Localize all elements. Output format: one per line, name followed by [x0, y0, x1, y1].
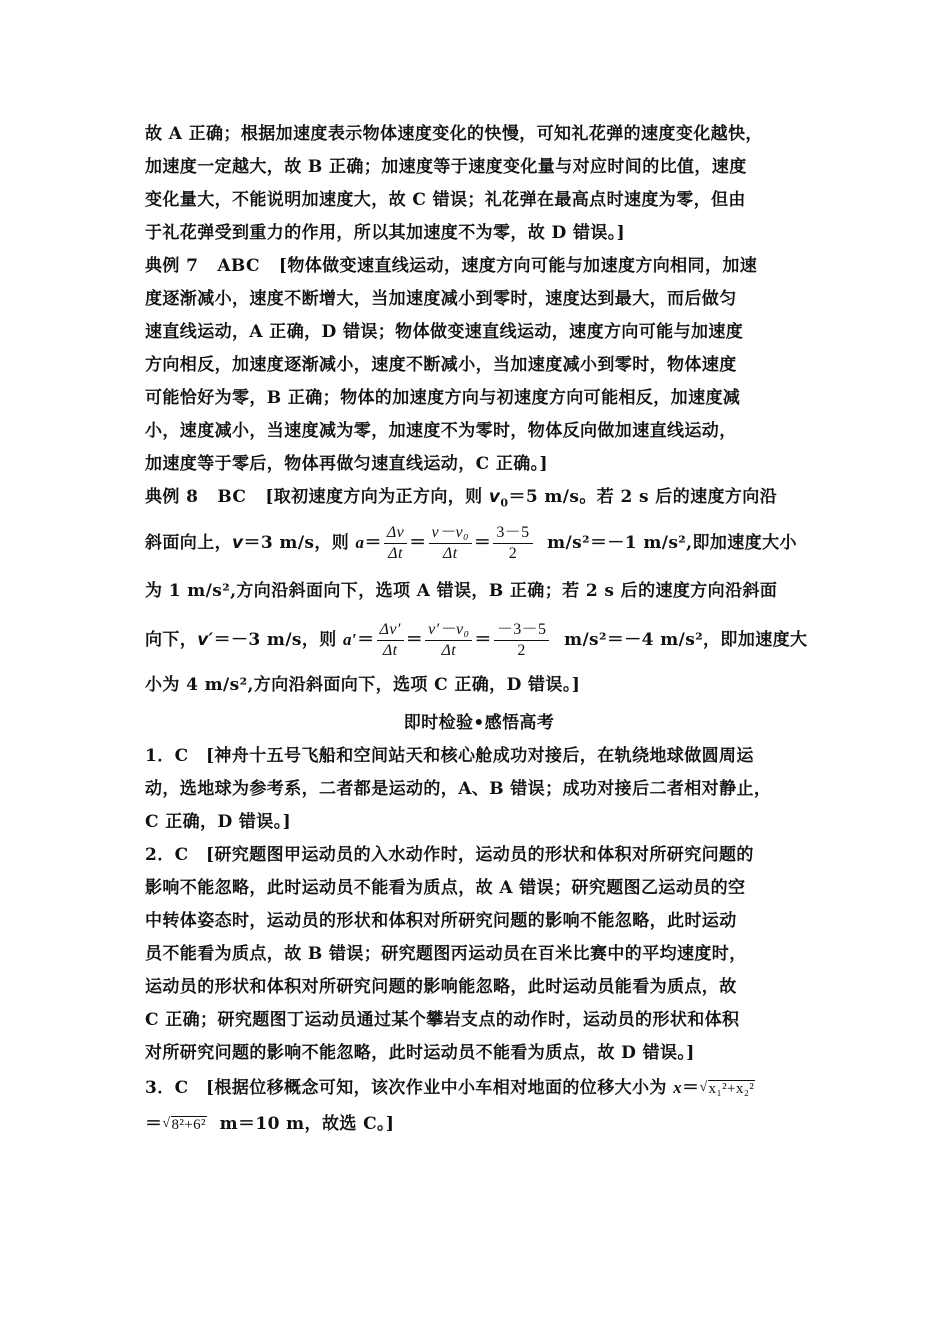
fraction-numerator: 3－5	[493, 524, 532, 544]
text-line: 小，速度减小，当速度减为零，加速度不为零时，物体反向做加速直线运动，	[145, 421, 737, 441]
math-line: 向下，v′＝－3 m/s，则 a′＝ $\frac{\Delta v'}{\Delta t}$ ＝ $\frac{\text{v′－v₀}}{\Delta t}$ ＝ $\frac{-3-5}{2}$ m/s²＝－4 m/s²，即加速度大	[145, 621, 808, 659]
example-8-answer: BC	[217, 487, 247, 507]
math-var: v	[232, 533, 244, 553]
text-line: 速直线运动，A 正确，D 错误；物体做变速直线运动，速度方向可能与加速度	[145, 322, 744, 342]
square-root: √8²+6²	[162, 1116, 206, 1133]
math-text: m＝10 m，故选 C。]	[219, 1114, 395, 1134]
document-page	[145, 118, 813, 1142]
text-line: 变化量大，不能说明加速度大，故 C 错误；礼花弹在最高点时速度为零，但由	[145, 190, 746, 210]
math-var: v	[488, 487, 501, 507]
math-line	[145, 1106, 813, 1142]
text-line: 对所研究问题的影响不能忽略，此时运动员不能看为质点，故 D 错误。]	[145, 1043, 695, 1063]
math-subscript: 0	[500, 496, 509, 510]
example-7-answer: ABC	[217, 256, 260, 276]
radicand: x₁²+x₂²	[708, 1081, 755, 1097]
text-line: 加速度一定越大，故 B 正确；加速度等于速度变化量与对应时间的比值，速度	[145, 157, 747, 177]
fraction-numerator: Δv′	[377, 621, 404, 641]
math-text: [取初速度方向为正方向，则	[265, 487, 483, 507]
math-text: 向下，	[145, 630, 198, 650]
text-line: 1．C [神舟十五号飞船和空间站天和核心舱成功对接后，在轨绕地球做圆周运	[145, 746, 754, 766]
question-3	[145, 1070, 813, 1142]
example-8-label: 典例 8	[145, 487, 199, 507]
math-var: v′	[197, 630, 214, 650]
fraction	[377, 621, 404, 660]
math-line	[145, 481, 813, 517]
math-text: ＝	[364, 533, 382, 553]
text-line: 故 A 正确；根据加速度表示物体速度变化的快慢，可知礼花弹的速度变化越快，	[145, 124, 763, 144]
fraction	[384, 524, 407, 563]
math-text: ＝－3 m/s，则	[213, 630, 337, 650]
text-line: 员不能看为质点，故 B 错误；研究题图丙运动员在百米比赛中的平均速度时，	[145, 944, 747, 964]
math-text: 3．C [根据位移概念可知，该次作业中小车相对地面的位移大小为	[145, 1078, 667, 1098]
text-line: 于礼花弹受到重力的作用，所以其加速度不为零，故 D 错误。]	[145, 223, 626, 243]
text-line: 影响不能忽略，此时运动员不能看为质点，故 A 错误；研究题图乙运动员的空	[145, 878, 746, 898]
fraction-denominator: Δt	[441, 642, 457, 659]
math-line	[145, 569, 813, 613]
fraction	[425, 621, 472, 660]
math-line: 斜面向上，v＝3 m/s，则 a＝ $\frac{\Delta v}{\Delta t}$ ＝ $\frac{\text{v－v₀}}{\Delta t}$ ＝ $\frac{3-5}{2}$ m/s²＝－1 m/s²,即加速度大小	[145, 524, 797, 562]
text-line	[145, 250, 813, 283]
fraction-denominator: Δt	[442, 545, 458, 562]
math-text: 为 1 m/s²,方向沿斜面向下，选项 A 错误，B 正确；若 2 s 后的速度方向沿斜面	[145, 581, 778, 601]
math-var: a′	[343, 630, 358, 649]
example-7-paragraph	[145, 250, 813, 481]
math-text: ＝	[357, 630, 375, 650]
radicand: 8²+6²	[171, 1117, 206, 1133]
fraction-numerator: v′－v₀	[425, 621, 472, 641]
fraction-numerator: Δv	[384, 524, 407, 544]
text-line: 运动员的形状和体积对所研究问题的影响能忽略，此时运动员能看为质点，故	[145, 977, 737, 997]
math-text: m/s²＝－4 m/s²，即加速度大	[564, 630, 808, 650]
fraction	[494, 621, 550, 660]
math-text: 小为 4 m/s²,方向沿斜面向下，选项 C 正确，D 错误。]	[145, 675, 581, 695]
text-line: 可能恰好为零，B 正确；物体的加速度方向与初速度方向可能相反，加速度减	[145, 388, 741, 408]
fraction-denominator: Δt	[388, 545, 403, 562]
fraction-denominator: Δt	[382, 642, 398, 659]
example-7-label: 典例 7	[145, 256, 199, 276]
text-line: 中转体姿态时，运动员的形状和体积对所研究问题的影响不能忽略，此时运动	[145, 911, 737, 931]
example-7-text: [物体做变速直线运动，速度方向可能与加速度方向相同，加速	[278, 256, 758, 276]
section-heading: 即时检验•感悟高考	[403, 713, 555, 733]
text-line: 度逐渐减小，速度不断增大，当加速度减小到零时，速度达到最大，而后做匀	[145, 289, 737, 309]
math-var: x	[673, 1078, 683, 1097]
question-1	[145, 740, 813, 839]
text-line: 加速度等于零后，物体再做匀速直线运动，C 正确。]	[145, 454, 548, 474]
math-line	[145, 667, 813, 707]
fraction	[429, 524, 472, 563]
square-root: √x₁²+x₂²	[699, 1080, 755, 1097]
question-2	[145, 839, 813, 1070]
math-text: ＝3 m/s，则	[243, 533, 350, 553]
math-text: ＝5 m/s。若 2 s 后的速度方向沿	[508, 487, 778, 507]
math-text: 斜面向上，	[145, 533, 232, 553]
text-line: 动，选地球为参考系，二者都是运动的，A、B 错误；成功对接后二者相对静止，	[145, 779, 772, 799]
fraction-denominator: 2	[508, 545, 518, 562]
text-line: 方向相反，加速度逐渐减小，速度不断减小，当加速度减小到零时，物体速度	[145, 355, 737, 375]
text-line: C 正确，D 错误。]	[145, 812, 292, 832]
math-text: ＝	[682, 1078, 700, 1098]
math-line	[145, 1070, 813, 1106]
text-line: C 正确；研究题图丁运动员通过某个攀岩支点的动作时，运动员的形状和体积	[145, 1010, 740, 1030]
fraction	[493, 524, 532, 563]
text-line: 2．C [研究题图甲运动员的入水动作时，运动员的形状和体积对所研究问题的	[145, 845, 754, 865]
fraction-denominator: 2	[517, 642, 526, 659]
example-8-paragraph	[145, 481, 813, 707]
math-var: a	[355, 533, 365, 552]
math-text: ＝	[145, 1114, 163, 1134]
math-text: m/s²＝－1 m/s²,即加速度大小	[547, 533, 797, 553]
fraction-numerator: v－v₀	[429, 524, 472, 544]
fraction-numerator: －3－5	[494, 621, 550, 641]
intro-paragraph	[145, 118, 813, 250]
